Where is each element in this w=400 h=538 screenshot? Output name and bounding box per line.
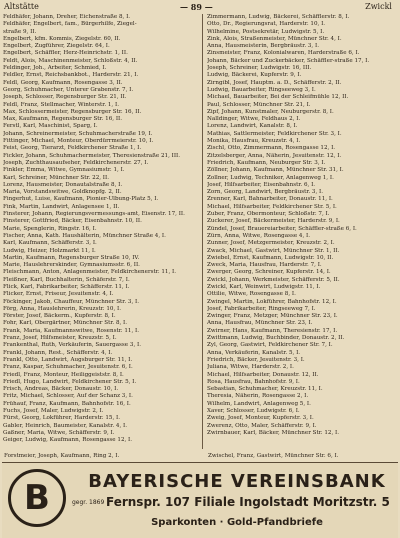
directory-entry: Josef, Hilfsarbeiter, Eisenbahnstr. 6, I. <box>207 181 316 188</box>
directory-entry: Flick, Karl, Fabrikarbeiter, Schäfferstr. 11, I. <box>3 283 130 290</box>
directory-entry: Lorenz, Landwirt, Kanalstr. 8, I. <box>207 123 298 130</box>
bank-services: Sparkonten · Gold-Pfandbriefe <box>151 517 323 528</box>
directory-entry: Zwittmann, Ludwig, Buchbinder, Donaustr. 2, II. <box>207 335 345 342</box>
directory-entry: Johann, Schreinermeister, Schuhmacherstraße 19, I. <box>3 130 153 137</box>
directory-entry: Föckinger, Jakob, Chauffeur, Münchner Str. 3, I. <box>3 298 139 305</box>
bank-founded: gegr. 1869 <box>72 499 105 506</box>
directory-entry: Engelbert, Schäffler, Herz-Heinrichstr. 1, II. <box>3 50 128 57</box>
directory-entry: Michael, Hilfsarbeiter, Donaustr. 12, II. <box>207 371 319 378</box>
directory-entry: Zürn, Anna, Witwe, Rosengasse 4, I. <box>207 232 311 239</box>
directory-entry: Marie, Hauslehrerskinder, Gymnasiumsstr. 6, II. <box>3 262 140 269</box>
directory-entry: Friedrich, Kaufmann, Neuburger Str. 3, I. <box>207 159 326 166</box>
bank-name: BAYERISCHE VEREINSBANK <box>88 471 386 492</box>
directory-entry: Maria, Vorstandswitwe, Goldknopfg. 2, II. <box>3 189 122 196</box>
directory-entry: Michael, Bauarbeiter, Bei der Schleifmühle 12, II. <box>207 94 349 101</box>
directory-entry: Joseph, Schreiner, Ludwigstr. 16, III. <box>207 65 312 72</box>
directory-entry: Gabler, Heinrich, Baumeister, Kanalstr. 4, I. <box>3 422 128 429</box>
directory-entry: Zink, Alois, Straßenmeister, Münchner Str. 4, I. <box>207 35 342 42</box>
directory-entry: Feist, Georg, Tierarzt, Feldkirchener Straße 1, I. <box>3 145 142 152</box>
directory-entry: Zimmermann, Ludwig, Bäckerei, Schäfflerstr. 8, I. <box>207 14 350 20</box>
directory-entry: Nalldinger, Witwe, Feldhaus 2, I. <box>207 116 301 123</box>
left-column <box>3 14 198 449</box>
directory-entry: Franz, Josef, Hilfsmeister, Kreuzstr. 5, I. <box>3 335 117 342</box>
directory-entry: Ferstl, Karl, Maschinist, Sparg, I. <box>3 123 98 130</box>
directory-entry: Ludwig, Heizer, Holzmarkt 11, I. <box>3 247 96 254</box>
directory-entry: Anna, Hausmeisterin, Bergbräustr. 3, I. <box>207 43 319 50</box>
directory-entry: Feldl, Georg, Kaufmann, Rosengasse 3, II. <box>3 79 123 86</box>
directory-entry: Marie, Spenglerin, Ringstr. 16, I. <box>3 225 97 232</box>
directory-entry: Xaver, Schlosser, Ludwigstr. 6, I. <box>207 408 300 415</box>
directory-entry: Zischl, Otto, Zimmermann, Rosengasse 12, I. <box>207 145 336 152</box>
directory-entry: Zuber, Franz, Obermonteur, Schloßstr. 7, I. <box>207 211 330 218</box>
directory-entry: Zollner, Ludwig, Techniker, Anlagenweg 1, I. <box>207 174 334 181</box>
directory-entry: Karl, Kaufmann, Schäfferstr. 3, I. <box>3 240 97 247</box>
page-number: — 89 — <box>180 2 213 12</box>
directory-entry: Zorn, Georg, Landwirt, Bergbräustr. 3, I. <box>207 189 324 196</box>
directory-entry: Ludwig, Bauarbeiter, Ringseeweg 3, I. <box>207 86 316 93</box>
directory-entry: Zwingel, Martin, Lokführer, Bahnhofstr. 12, I. <box>207 298 337 305</box>
directory-entry: Ludwig, Bäckerei, Kupferstr. 9, I. <box>207 72 302 79</box>
directory-entry: Zwerger, Georg, Schreiner, Kupferstr. 14, I. <box>207 269 331 276</box>
directory-entry: Fürst, Georg, Lokführer, Harderstr. 15, I. <box>3 415 120 422</box>
directory-entry: Fittinger, Michael, Monteur, Oberdürrmeierstr. 10, I. <box>3 138 154 145</box>
directory-entry: Zwerenz, Otto, Maler, Schäfferstr. 9, I. <box>207 422 317 429</box>
directory-entry: Friedl, Hugo, Landwirt, Feldkirchener Str. 5, I. <box>3 378 137 385</box>
directory-entry: Zweig, Josef, Monteur, Kupferstr. 3, I. <box>207 415 314 422</box>
directory-entry: Michael, Hilfsarbeiter, Feldkirchener Str. 5, I. <box>207 203 337 210</box>
directory-entry: Johann, Bäcker und Zuckerbäcker, Schäffler-straße 17, I. <box>207 57 370 64</box>
directory-entry: Flicker, Ernst, Friseur, Jesuitenstr. 4, I. <box>3 291 114 298</box>
directory-entry: Zwirner, Hans, Kaufmann, Theresienstr. 17, I. <box>207 327 338 334</box>
directory-entry: Wilhelm, Landwirt, Anlagenweg 5, I. <box>207 400 311 407</box>
directory-entry: Fuchs, Josef, Maler, Ludwigstr. 2, I. <box>3 408 104 415</box>
directory-entry: Friedl, Franz, Monteur, Heiliggeiststr. 8, I. <box>3 371 124 378</box>
footer-right-entry: Zwischel, Franz, Gastwirt, Münchner Str. 6, I. <box>208 453 339 459</box>
directory-entry: Zirngibl, Josef, Hauptm. a. D., Schäfferstr. 2, II. <box>207 79 342 86</box>
directory-entry: Lorenz, Hausmeister, Donautalstraße 8, I. <box>3 181 123 188</box>
directory-entry: Monika, Hausfrau, Kreuzstr. 4, I. <box>207 138 301 145</box>
directory-entry: straße 9, II. <box>3 28 37 35</box>
directory-entry: Zöllner, Johann, Kaufmann, Münchner Str. 31, I. <box>207 167 344 174</box>
directory-entry: Fingerhut, Luise, Kaufmann, Pionier-Ulbung-Platz 5, I. <box>3 196 159 203</box>
header-right-keyword: Zwickl <box>365 2 392 11</box>
directory-entry: Franz, Kaspar, Schuhmacher, Jesuitenstr. 6, I. <box>3 364 133 371</box>
directory-entry: Frankl, Otto, Landwirt, Augsburger Str. 11, I. <box>3 356 133 363</box>
directory-entry: Engelbert, kfm. Kommis, Ziegelstr. 60, II. <box>3 35 121 42</box>
directory-entry: Anna, Verkäuferin, Kanalstr. 5, I. <box>207 349 301 356</box>
directory-entry: Zunner, Josef, Metzgermeister, Kreuzstr. 2, I. <box>207 240 335 247</box>
directory-entry: Sebastian, Schuhmacher, Kreuzstr. 11, I. <box>207 386 323 393</box>
directory-entry: Max, Schlossermeister, Regensburger Str. 16, II. <box>3 108 142 115</box>
directory-entry: Zweck, Maria, Hausfrau, Harderstr. 7, I. <box>207 262 322 269</box>
directory-entry: Feldl, Franz, Stellmacher, Winterstr. 1, I. <box>3 101 119 108</box>
directory-entry: Josef, Fabrikarbeiter, Ringseeweg 7, I. <box>207 305 316 312</box>
directory-entry: Zyl, Georg, Gastwirt, Feldkirchener Str. 7, I. <box>207 342 333 349</box>
directory-entry: Frisch, Andreas, Bäcker, Donaustr. 10, I. <box>3 386 119 393</box>
directory-entry: Max, Kaufmann, Regensburger Str. 16, II. <box>3 116 123 123</box>
directory-entry: Karl, Schreiner, Münchner Str. 22, II. <box>3 174 110 181</box>
directory-entry: Zitzelsberger, Anna, Näherin, Jesuitenstr. 12, I. <box>207 152 342 159</box>
directory-entry: Fischer, Anna, Kath. Haushälterin, Münchner Straße 4, I. <box>3 232 166 239</box>
directory-entry: Fritz, Michael, Schlosser, Auf der Schanz 3, I. <box>3 393 133 400</box>
directory-entry: Finkler, Emma, Witwe, Gymnasiumstr. 1, I. <box>3 167 125 174</box>
bank-logo-icon <box>8 469 66 527</box>
directory-entry: Feldler, Ernst, Reichsbankbot., Harderstr. 21, I. <box>3 72 139 79</box>
directory-entry: Anna, Hausfrau, Münchner Str. 23, I. <box>207 320 313 327</box>
directory-entry: Juliana, Witwe, Harderstr. 2, I. <box>207 364 294 371</box>
directory-entry: Frankenthal, Ruth, Verkäuferin, Sauergasse 3, I. <box>3 342 141 349</box>
directory-entry: Joseph, Schlosser, Regensburger Str. 21, II. <box>3 94 127 101</box>
directory-entry: Ottilie, Witwe, Rosengasse 8, I. <box>207 291 296 298</box>
directory-entry: Fleißner, Karl, Buchhalterin, Schäferstr. 7, I. <box>3 276 130 283</box>
directory-entry: Zwirnbauer, Karl, Bäcker, Münchner Str. 12, I. <box>207 429 340 436</box>
directory-entry: Frank, Maria, Kaufmannswitwe, Rosenstr. 11, I. <box>3 327 139 334</box>
directory-entry: Zwickl, Karl, Weinwirt, Ludwigstr. 11, I. <box>207 283 321 290</box>
directory-entry: Finsterer, Gottfried, Bäcker, Eisenbahnstr. 10, II. <box>3 218 142 225</box>
directory-entry: Theresia, Näherin, Rosengasse 2, I. <box>207 393 309 400</box>
directory-entry: Finsterer, Johann, Regierungsvermessungs-amt, Eisenstr. 17, II. <box>3 211 185 218</box>
directory-entry: Fleischmann, Anton, Anlagenmeister, Feldkirchenerstr. 11, I. <box>3 269 177 276</box>
directory-entry: Wilhelmine, Postsekretär, Ludwigstr. 5, I. <box>207 28 325 35</box>
header-left-keyword: Altstätte <box>4 2 39 11</box>
column-divider <box>202 14 203 449</box>
directory-entry: Geiger, Ludwig, Kaufmann, Rosengasse 12, I. <box>3 437 133 444</box>
bank-contact: Fernspr. 107 Filiale Ingolstadt Moritzstr. 5 <box>106 495 390 509</box>
directory-entry: Fink, Martin, Landwirt, Anlagensee 1, II. <box>3 203 120 210</box>
directory-entry: Feldt, Alois, Maschinenmeister, Schloßstr. 4, II. <box>3 57 138 64</box>
directory-entry: Frühauf, Franz, Kaufmann, Bahnhofstr. 16, I. <box>3 400 131 407</box>
directory-entry: Feldinger, Joh., Arbeiter, Schmied, I. <box>3 65 107 72</box>
bank-logo-letter: B <box>24 478 50 518</box>
directory-entry: Zündel, Josef, Brauereiarbeiter, Schäffler-straße 6, I. <box>207 225 357 232</box>
directory-entry: Feldhäfer, Engelbert, fam., Bürgerhilfe, Ziegel- <box>3 21 137 28</box>
directory-entry: Zinsmeister, Franz, Kolonialwaren, Harderstraße 6, I. <box>207 50 360 57</box>
directory-entry: Otto, Dr., Regierungsrat, Harderstr. 10, I. <box>207 21 326 28</box>
directory-entry: Gaßner, Maria, Witwe, Schäfferstr. 9, I. <box>3 429 115 436</box>
directory-entry: Friedrich, Bäcker, Jesuitenstr. 3, I. <box>207 356 305 363</box>
directory-entry: Zwiebel, Ernst, Kaufmann, Ludwigstr. 10, II. <box>207 254 334 261</box>
directory-entry: Fickler, Johann, Schuhmachermeister, Theresienstraße 21, III. <box>3 152 181 159</box>
directory-entry: Fohr, Karl, Obergärtner, Münchner Str. 8, I. <box>3 320 128 327</box>
directory-entry: Förg, Anna, Hauslehrerin, Kreuzstr. 10, I. <box>3 305 121 312</box>
directory-entry: Feldhäfer, Johann, Dreher, Eichenstraße 8, I. <box>3 14 131 20</box>
directory-entry: Mathias, Sattlermeister, Feldkirchener Str. 3, I. <box>207 130 342 137</box>
directory-entry: Zwinger, Franz, Metzger, Münchner Str. 23, I. <box>207 313 338 320</box>
directory-entry: Zuckerer, Josef, Bäckermeister, Harderstr. 9, I. <box>207 218 340 225</box>
bank-advertisement <box>2 462 398 538</box>
right-column <box>207 14 395 449</box>
directory-entry: Engelbert, Zugführer, Ziegelstr. 64, I. <box>3 43 110 50</box>
directory-entry: Zwack, Michael, Gastwirt, Münchner Str. 1, II. <box>207 247 340 254</box>
directory-entry: Martin, Kaufmann, Regensburger Straße 10, IV. <box>3 254 140 261</box>
directory-entry: Zwickl, Johann, Werkmeister, Schäfferstr. 5, II. <box>207 276 340 283</box>
directory-entry: Joseph, Zuchthausaufseher, Feldkirchenerstr. 27, I. <box>3 159 149 166</box>
directory-entry: Paul, Schlosser, Münchner Str. 21, I. <box>207 101 311 108</box>
directory-entry: Förster, Josef, Bäckerm., Kupferstr. 8, I. <box>3 313 116 320</box>
page-header <box>0 0 400 14</box>
directory-entry: Zipf, Johann, Kunstmaler, Neuburgerstr. 8, I. <box>207 108 334 115</box>
directory-entry: Georg, Schuhmacher, Unterer Grabenstr. 7, I. <box>3 86 134 93</box>
directory-entry: Rosa, Hausfrau, Bahnhofstr. 9, I. <box>207 378 300 385</box>
footer-line <box>0 451 400 461</box>
footer-left-entry: Forstmeier, Joseph, Kaufmann, Ring 2, I. <box>4 453 120 459</box>
directory-entry: Frankl, Johann, Rest., Schäfferstr. 4, I. <box>3 349 113 356</box>
directory-entry: Zrenner, Karl, Bahnarbeiter, Donaustr. 11, I. <box>207 196 333 203</box>
